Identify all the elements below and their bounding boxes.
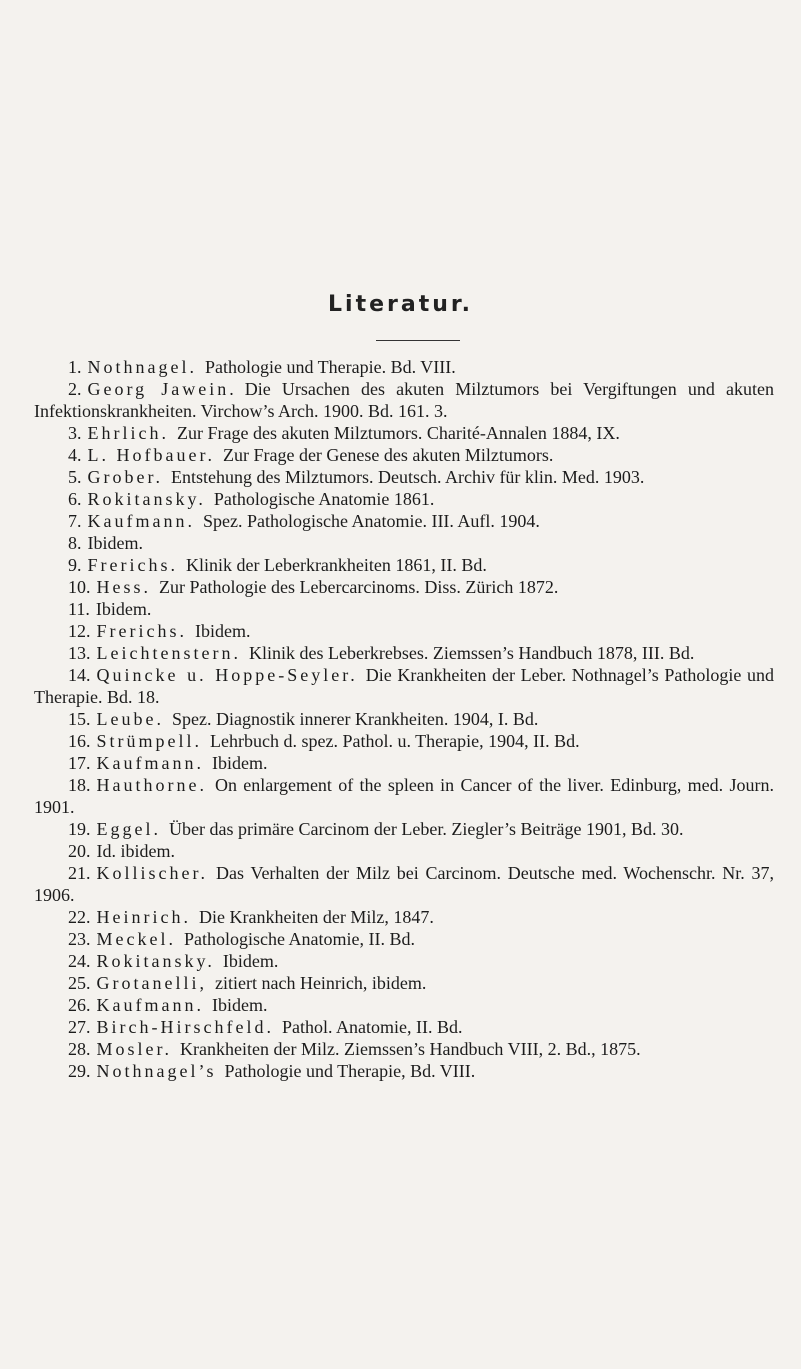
- reference-author: Grober.: [87, 467, 163, 487]
- reference-text: Klinik der Leberkrankheiten 1861, II. Bd.: [185, 555, 487, 575]
- reference-text: Pathol. Anatomie, II. Bd.: [281, 1017, 463, 1037]
- reference-text: Ibidem.: [222, 951, 279, 971]
- reference-author: L. Hofbauer.: [87, 445, 215, 465]
- reference-author: Meckel.: [96, 929, 176, 949]
- reference-author: Rokitansky.: [96, 951, 215, 971]
- reference-author: Grotanelli,: [96, 973, 207, 993]
- reference-text: Pathologie und Therapie. Bd. VIII.: [204, 357, 456, 377]
- reference-entry: [34, 444, 774, 466]
- reference-text: Über das primäre Carcinom der Leber. Ziegler’s Beiträge 1901, Bd. 30.: [169, 819, 684, 839]
- reference-author: Nothnagel’s: [96, 1061, 217, 1081]
- reference-text: Pathologie und Therapie, Bd. VIII.: [224, 1061, 476, 1081]
- reference-author: Quincke u. Hoppe-Seyler.: [96, 665, 358, 685]
- reference-text: On enlargement of the spleen in Cancer of the liver. Edinburg, med. Journ. 1901.: [34, 775, 774, 817]
- reference-entry: [34, 466, 774, 488]
- reference-entry: [34, 862, 774, 906]
- reference-text: zitiert nach Heinrich, ibidem.: [214, 973, 427, 993]
- title-divider: [376, 340, 460, 341]
- reference-entry: [34, 356, 774, 378]
- reference-author: Frerichs.: [96, 621, 187, 641]
- reference-author: Frerichs.: [87, 555, 178, 575]
- reference-number: 19.: [68, 819, 91, 839]
- reference-entry: [34, 818, 774, 840]
- reference-number: 4.: [68, 445, 82, 465]
- reference-entry: [34, 950, 774, 972]
- reference-number: 1.: [68, 357, 82, 377]
- reference-entry: [34, 994, 774, 1016]
- reference-entry: [34, 774, 774, 818]
- reference-text: Zur Frage der Genese des akuten Milztumors.: [222, 445, 554, 465]
- reference-number: 2.: [68, 379, 82, 399]
- reference-text: Pathologische Anatomie 1861.: [213, 489, 435, 509]
- reference-author: Rokitansky.: [87, 489, 206, 509]
- reference-entry: [34, 576, 774, 598]
- reference-entry: [34, 378, 774, 422]
- reference-number: 28.: [68, 1039, 91, 1059]
- reference-text: Ibidem.: [211, 995, 268, 1015]
- reference-number: 5.: [68, 467, 82, 487]
- reference-entry: [34, 642, 774, 664]
- reference-text: Die Ursachen des akuten Milztumors bei Vergiftungen und akuten Infektionskrankheiten. Virchow’s Arch. 1900. Bd. 161. 3.: [34, 379, 775, 421]
- reference-author: Strümpell.: [96, 731, 202, 751]
- reference-author: Leichtenstern.: [96, 643, 241, 663]
- reference-author: Nothnagel.: [87, 357, 197, 377]
- reference-author: Eggel.: [96, 819, 161, 839]
- reference-entry: [34, 510, 774, 532]
- reference-number: 14.: [68, 665, 91, 685]
- reference-author: Heinrich.: [96, 907, 191, 927]
- reference-author: Hauthorne.: [96, 775, 207, 795]
- reference-list: [34, 356, 774, 1082]
- reference-entry: [34, 1038, 774, 1060]
- reference-text: Die Krankheiten der Leber. Nothnagel’s Pathologie und Therapie. Bd. 18.: [34, 665, 775, 707]
- reference-number: 18.: [68, 775, 91, 795]
- reference-author: Leube.: [96, 709, 164, 729]
- reference-number: 20.: [68, 841, 91, 861]
- reference-text: Lehrbuch d. spez. Pathol. u. Therapie, 1904, II. Bd.: [210, 731, 580, 751]
- reference-text: Spez. Pathologische Anatomie. III. Aufl. 1904.: [202, 511, 540, 531]
- reference-text: Spez. Diagnostik innerer Krankheiten. 1904, I. Bd.: [171, 709, 539, 729]
- reference-text: Ibidem.: [87, 533, 143, 553]
- reference-entry: [34, 752, 774, 774]
- reference-text: Pathologische Anatomie, II. Bd.: [183, 929, 415, 949]
- reference-text: Entstehung des Milztumors. Deutsch. Archiv für klin. Med. 1903.: [170, 467, 645, 487]
- reference-author: Hess.: [96, 577, 151, 597]
- reference-entry: [34, 972, 774, 994]
- reference-number: 27.: [68, 1017, 91, 1037]
- reference-number: 7.: [68, 511, 82, 531]
- reference-number: 12.: [68, 621, 91, 641]
- reference-number: 29.: [68, 1061, 91, 1081]
- reference-entry: [34, 488, 774, 510]
- reference-entry: [34, 928, 774, 950]
- reference-entry: [34, 840, 774, 862]
- reference-text: Zur Frage des akuten Milztumors. Charité-Annalen 1884, IX.: [176, 423, 620, 443]
- reference-author: Georg Jawein.: [87, 379, 237, 399]
- reference-number: 23.: [68, 929, 91, 949]
- reference-number: 17.: [68, 753, 91, 773]
- reference-number: 25.: [68, 973, 91, 993]
- reference-number: 6.: [68, 489, 82, 509]
- reference-entry: [34, 554, 774, 576]
- reference-entry: [34, 620, 774, 642]
- reference-text: Die Krankheiten der Milz, 1847.: [198, 907, 434, 927]
- reference-author: Kaufmann.: [87, 511, 195, 531]
- reference-entry: [34, 906, 774, 928]
- reference-entry: [34, 422, 774, 444]
- reference-number: 15.: [68, 709, 91, 729]
- reference-number: 3.: [68, 423, 82, 443]
- reference-entry: [34, 598, 774, 620]
- reference-number: 13.: [68, 643, 91, 663]
- reference-number: 16.: [68, 731, 91, 751]
- reference-author: Mosler.: [96, 1039, 173, 1059]
- reference-author: Kaufmann.: [96, 753, 204, 773]
- reference-author: Birch-Hirschfeld.: [96, 1017, 274, 1037]
- reference-number: 9.: [68, 555, 82, 575]
- reference-entry: [34, 532, 774, 554]
- reference-text: Id. ibidem.: [96, 841, 175, 861]
- page-title: Literatur.: [328, 292, 473, 317]
- reference-text: Ibidem.: [194, 621, 251, 641]
- reference-text: Ibidem.: [95, 599, 152, 619]
- reference-number: 10.: [68, 577, 91, 597]
- reference-number: 8.: [68, 533, 82, 553]
- reference-entry: [34, 730, 774, 752]
- reference-text: Zur Pathologie des Lebercarcinoms. Diss. Zürich 1872.: [159, 577, 559, 597]
- reference-number: 24.: [68, 951, 91, 971]
- reference-text: Krankheiten der Milz. Ziemssen’s Handbuch VIII, 2. Bd., 1875.: [180, 1039, 641, 1059]
- reference-entry: [34, 1016, 774, 1038]
- reference-entry: [34, 664, 774, 708]
- reference-text: Das Verhalten der Milz bei Carcinom. Deutsche med. Wochenschr. Nr. 37, 1906.: [34, 863, 774, 905]
- reference-author: Kollischer.: [96, 863, 208, 883]
- reference-number: 22.: [68, 907, 91, 927]
- reference-number: 21.: [68, 863, 91, 883]
- reference-number: 11.: [68, 599, 90, 619]
- reference-number: 26.: [68, 995, 91, 1015]
- reference-entry: [34, 708, 774, 730]
- reference-text: Klinik des Leberkrebses. Ziemssen’s Handbuch 1878, III. Bd.: [248, 643, 695, 663]
- reference-entry: [34, 1060, 774, 1082]
- reference-author: Ehrlich.: [87, 423, 169, 443]
- reference-text: Ibidem.: [211, 753, 268, 773]
- reference-author: Kaufmann.: [96, 995, 204, 1015]
